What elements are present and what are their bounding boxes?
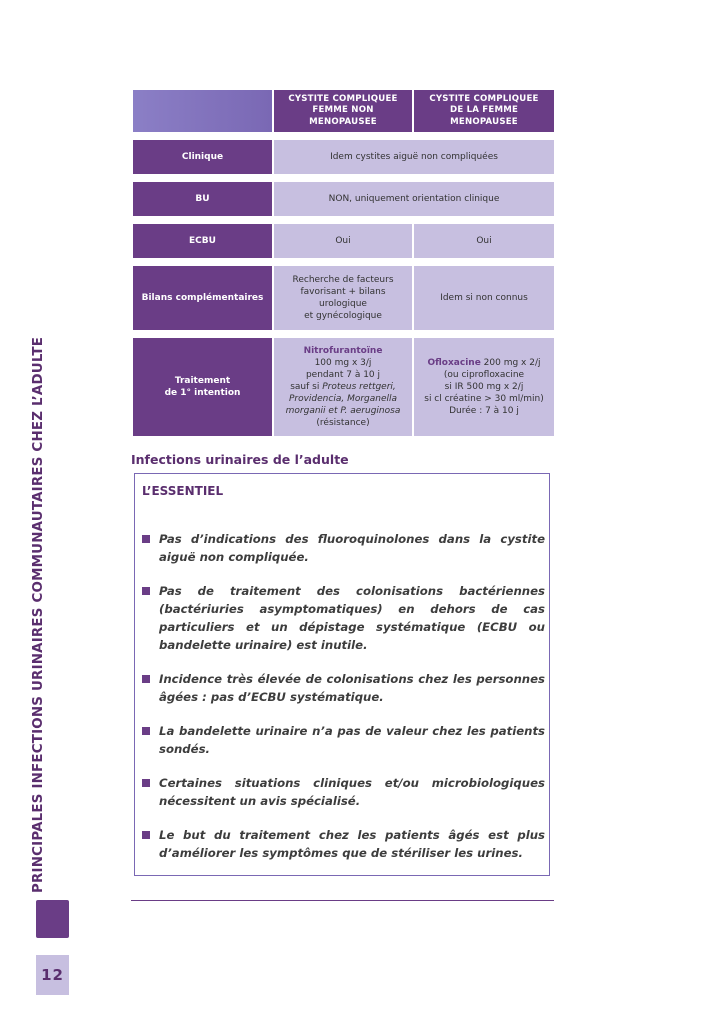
header-blank-cell bbox=[133, 90, 272, 132]
page-number: 12 bbox=[36, 955, 69, 995]
row-label: BU bbox=[133, 182, 272, 216]
row-value: NON, uniquement orientation clinique bbox=[274, 182, 554, 216]
row-value bbox=[274, 266, 412, 330]
label-line: de 1° intention bbox=[164, 388, 241, 398]
cell-line bbox=[417, 357, 551, 369]
drug-name: Nitrofurantoïne bbox=[303, 345, 383, 356]
item-text: Incidence très élevée de colonisations chez les personnes âgées : pas d’ECBU systématique. bbox=[159, 672, 545, 704]
list-item bbox=[142, 530, 545, 566]
drug-name: Ofloxacine bbox=[427, 357, 481, 368]
label-line: Traitement bbox=[174, 375, 231, 386]
row-value: Idem si non connus bbox=[414, 266, 554, 330]
row-value: Idem cystites aiguë non compliquées bbox=[274, 140, 554, 174]
cell-line: (résistance) bbox=[316, 418, 370, 429]
row-value: Oui bbox=[274, 224, 412, 258]
row-label bbox=[133, 338, 272, 436]
square-bullet-icon bbox=[142, 831, 150, 839]
table-row-clinique bbox=[133, 140, 554, 174]
square-bullet-icon bbox=[142, 727, 150, 735]
cell-line: 100 mg x 3/j bbox=[314, 357, 372, 368]
row-label: Bilans complémentaires bbox=[133, 266, 272, 330]
essentiel-list bbox=[142, 530, 545, 878]
table-row-bu bbox=[133, 182, 554, 216]
item-text: Certaines situations cliniques et/ou microbiologiques nécessitent un avis spécialisé. bbox=[159, 776, 545, 808]
cell-line: Durée : 7 à 10 j bbox=[449, 406, 519, 417]
table-row-ecbu bbox=[133, 224, 554, 258]
row-label: ECBU bbox=[133, 224, 272, 258]
square-bullet-icon bbox=[142, 587, 150, 595]
row-value: Oui bbox=[414, 224, 554, 258]
list-item bbox=[142, 826, 545, 862]
header-col-non-menopausee bbox=[274, 90, 412, 132]
cell-line: urologique bbox=[319, 299, 367, 309]
header-line: DE LA FEMME MENOPAUSEE bbox=[449, 105, 519, 127]
list-item bbox=[142, 774, 545, 810]
cell-line: si cl créatine > 30 ml/min) bbox=[424, 394, 544, 405]
cell-line: Recherche de facteurs bbox=[292, 274, 394, 285]
square-bullet-icon bbox=[142, 675, 150, 683]
table-row-bilans bbox=[133, 266, 554, 330]
species-name: Providencia, Morganella bbox=[288, 394, 398, 405]
cell-line: et gynécologique bbox=[304, 311, 382, 322]
header-line: FEMME NON MENOPAUSEE bbox=[309, 105, 377, 127]
treatment-non-menopausee bbox=[274, 338, 412, 436]
essentiel-heading: L’ESSENTIEL bbox=[142, 484, 224, 498]
list-item bbox=[142, 670, 545, 706]
side-section-title: PRINCIPALES INFECTIONS URINAIRES COMMUNAUTAIRES CHEZ L’ADULTE bbox=[31, 336, 46, 893]
list-item bbox=[142, 722, 545, 758]
cell-line bbox=[277, 381, 409, 393]
header-line: CYSTITE COMPLIQUEE bbox=[288, 93, 398, 104]
list-item bbox=[142, 582, 545, 654]
square-bullet-icon bbox=[142, 535, 150, 543]
row-label: Clinique bbox=[133, 140, 272, 174]
species-name: Proteus rettgeri, bbox=[322, 381, 396, 392]
cell-line: pendant 7 à 10 j bbox=[305, 369, 381, 380]
section-title: Infections urinaires de l’adulte bbox=[131, 452, 349, 467]
cell-text: sauf si bbox=[290, 381, 323, 392]
square-bullet-icon bbox=[142, 779, 150, 787]
species-name: morganii et P. aeruginosa bbox=[285, 406, 401, 417]
item-text: Pas de traitement des colonisations bactériennes (bactériuries asymptomatiques) en dehors de cas particuliers et un dépistage systématique (ECBU ou bandelette urinaire) est inutile. bbox=[159, 584, 545, 652]
side-color-tab bbox=[36, 900, 69, 938]
table-header-row bbox=[133, 90, 554, 132]
item-text: Le but du traitement chez les patients âgés est plus d’améliorer les symptômes que de stériliser les urines. bbox=[159, 828, 545, 860]
cell-line: si IR 500 mg x 2/j bbox=[444, 381, 524, 392]
table-row-traitement bbox=[133, 338, 554, 436]
cell-line: (ou ciprofloxacine bbox=[443, 369, 525, 380]
cell-line: favorisant + bilans bbox=[300, 286, 386, 297]
header-col-menopausee bbox=[414, 90, 554, 132]
header-line: CYSTITE COMPLIQUEE bbox=[429, 93, 539, 104]
treatment-table bbox=[131, 88, 556, 438]
bottom-divider bbox=[131, 900, 554, 901]
item-text: Pas d’indications des fluoroquinolones dans la cystite aiguë non compliquée. bbox=[159, 532, 545, 564]
treatment-menopausee bbox=[414, 338, 554, 436]
cell-text: 200 mg x 2/j bbox=[480, 357, 541, 368]
item-text: La bandelette urinaire n’a pas de valeur chez les patients sondés. bbox=[159, 724, 545, 756]
